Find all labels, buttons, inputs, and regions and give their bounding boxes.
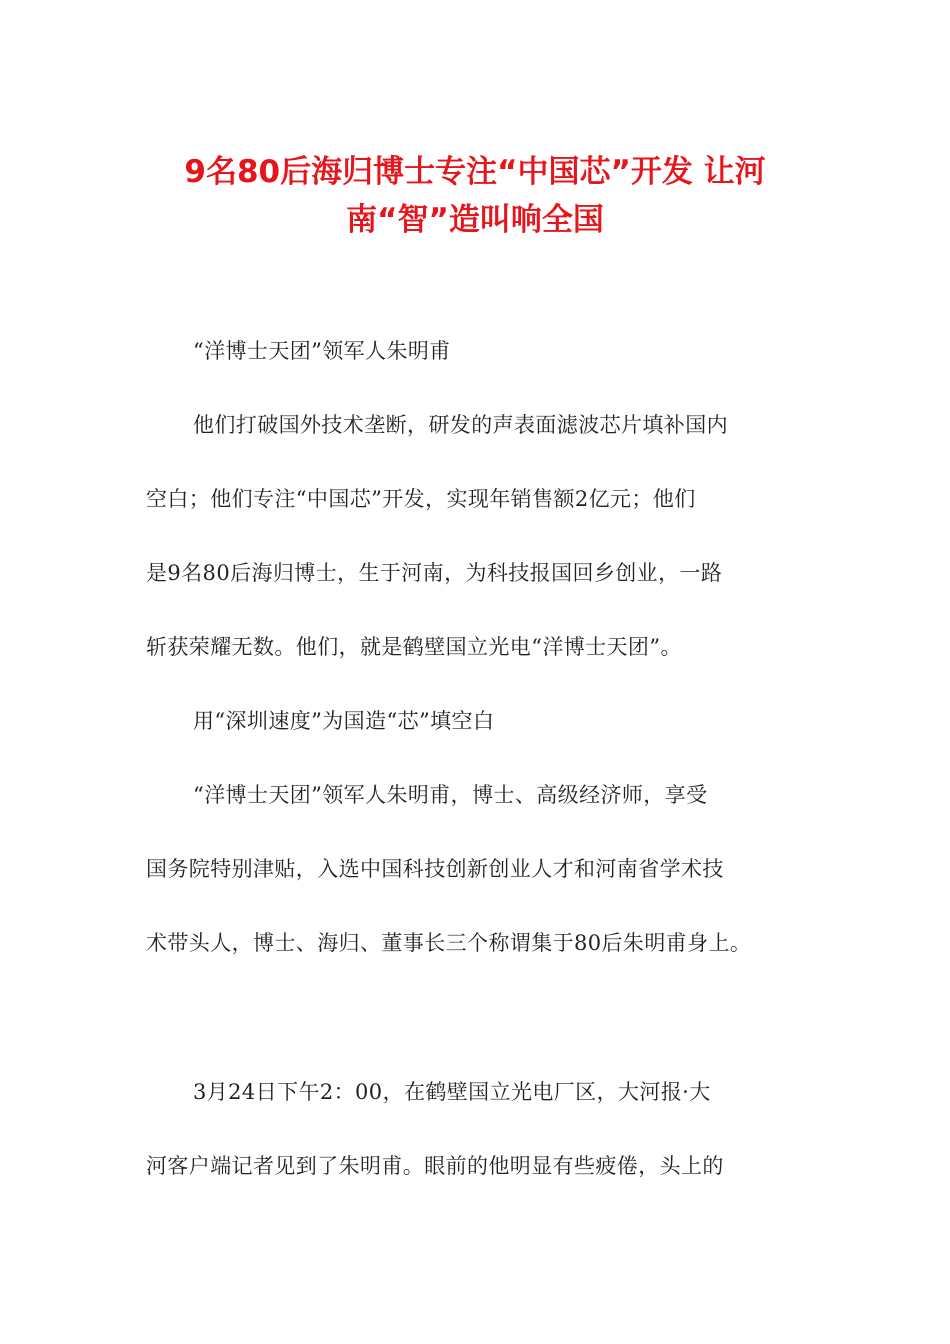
paragraph-1-line-2: 空白；他们专注“中国芯”开发，实现年销售额2亿元；他们: [146, 487, 696, 511]
title-line-1: 9名80后海归博士专注“中国芯”开发 让河: [184, 154, 766, 190]
paragraph-2-line-2: 国务院特别津贴，入选中国科技创新创业人才和河南省学术技: [146, 857, 724, 881]
paragraph-1-line-3: 是9名80后海归博士，生于河南，为科技报国回乡创业，一路: [146, 561, 723, 585]
subheading-speed: 用“深圳速度”为国造“芯”填空白: [193, 709, 495, 733]
paragraph-3-line-2: 河客户端记者见到了朱明甫。眼前的他明显有些疲倦，头上的: [146, 1154, 724, 1178]
article-title: [100, 148, 850, 244]
subheading-leader: “洋博士天团”领军人朱明甫: [193, 339, 451, 363]
paragraph-1-line-1: 他们打破国外技术垄断，研发的声表面滤波芯片填补国内: [193, 413, 728, 437]
paragraph-3-line-1: 3月24日下午2：00，在鹤壁国立光电厂区，大河报·大: [193, 1080, 711, 1104]
paragraph-1-line-4: 斩获荣耀无数。他们，就是鹤壁国立光电“洋博士天团”。: [146, 635, 682, 659]
title-line-2: 南“智”造叫响全国: [346, 202, 604, 238]
paragraph-2-line-3: 术带头人，博士、海归、董事长三个称谓集于80后朱明甫身上。: [146, 931, 752, 955]
paragraph-2-line-1: “洋博士天团”领军人朱明甫，博士、高级经济师，享受: [193, 783, 708, 807]
